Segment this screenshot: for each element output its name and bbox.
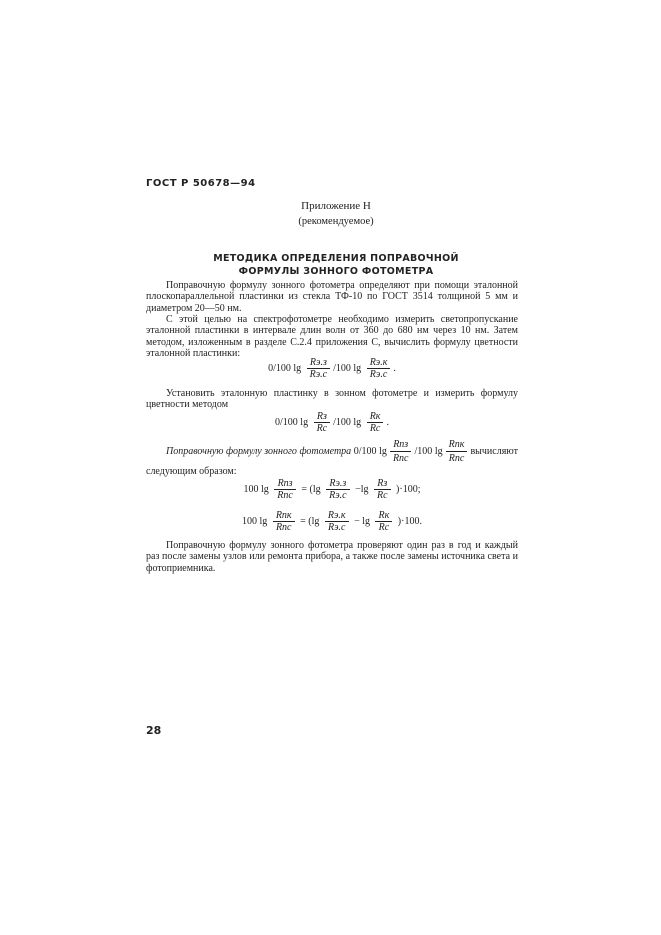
formula-correction-k: 100 lg Rпк Rпс = (lg Rэ.к Rэ.с − lg Rк Rс )·100. xyxy=(242,510,422,533)
formula-reference-plate: 0/100 lg Rэ.з Rэ.с /100 lg Rэ.к Rэ.с . xyxy=(268,357,396,380)
paragraph: Поправочную формулу зонного фотометра проверяют один раз в год и каждый раз после замены узлов или ремонта прибора, а также после замены источника света и фотоприемника. xyxy=(146,540,518,574)
heading-line: МЕТОДИКА ОПРЕДЕЛЕНИЯ ПОПРАВОЧНОЙ xyxy=(213,253,459,264)
appendix-subtitle: (рекомендуемое) xyxy=(298,216,374,227)
paragraph: Установить эталонную пластинку в зонном фотометре и измерить формулу цветности методом xyxy=(146,388,518,411)
heading-line: ФОРМУЛЫ ЗОННОГО ФОТОМЕТРА xyxy=(238,266,434,277)
paragraph: С этой целью на спектрофотометре необходимо измерить светопропускание эталонной пластинки в интервале длин волн от 360 до 680 нм через 10 нм. Затем методом, изложенным в разделе С.2.4 приложения С, вычислить формулу цветности эталонной пластинки: xyxy=(146,314,518,359)
formula-correction-z: 100 lg Rпз Rпс = (lg Rэ.з Rэ.с −lg Rз Rс )·100; xyxy=(243,478,421,501)
formula-measured: 0/100 lg Rз Rс /100 lg Rк Rс . xyxy=(275,411,389,434)
page-number: 28 xyxy=(146,724,162,737)
paragraph: Поправочную формулу зонного фотометра 0/100 lg Rпз Rпс /100 lg Rпк Rпс вычисляют следующим образом: xyxy=(146,439,518,477)
section-heading xyxy=(146,252,526,278)
paragraph: Поправочную формулу зонного фотометра определяют при помощи эталонной плоскопараллельной пластинки из стекла ТФ-10 по ГОСТ 3514 толщиной 5 мм и диаметром 20—50 нм. xyxy=(146,280,518,314)
appendix-title: Приложение Н xyxy=(301,200,371,212)
document-header: ГОСТ Р 50678—94 xyxy=(146,178,256,189)
